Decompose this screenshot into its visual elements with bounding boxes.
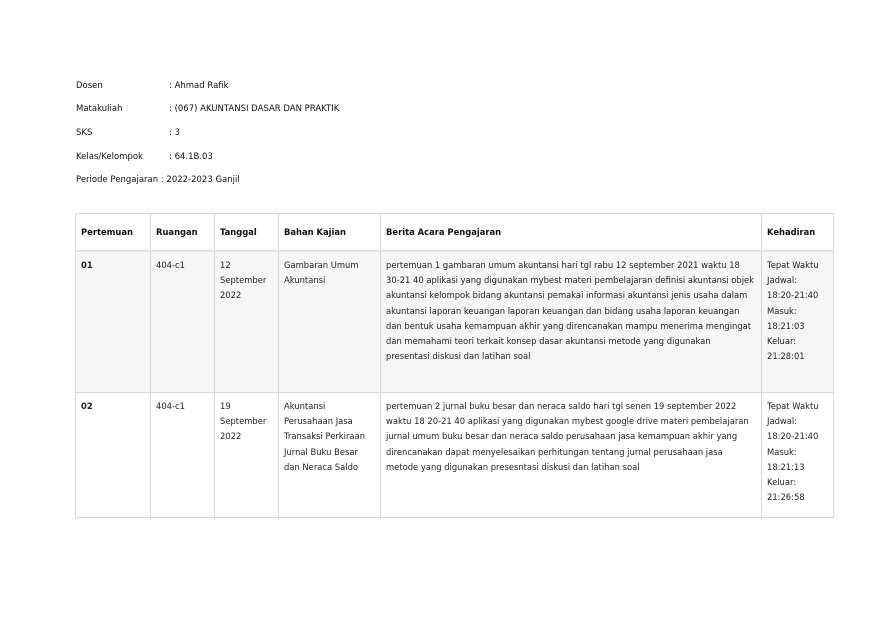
info-value: : Ahmad Rafik xyxy=(169,81,229,91)
info-value: : 3 xyxy=(169,128,180,138)
info-value: : (067) AKUNTANSI DASAR DAN PRAKTIK xyxy=(169,104,339,114)
cell-pertemuan: 02 xyxy=(76,393,151,518)
attendance-status: Tepat Waktu xyxy=(767,401,819,411)
check-in-label: Masuk: xyxy=(767,446,797,457)
check-in-label: Masuk: xyxy=(767,305,797,316)
schedule-value: 18:20-21:40 xyxy=(767,290,819,301)
info-row-periode xyxy=(76,168,339,192)
cell-kehadiran xyxy=(762,251,834,393)
check-out-value: 21:28:01 xyxy=(767,351,805,362)
header-bahan-kajian: Bahan Kajian xyxy=(279,214,381,252)
teaching-record-table xyxy=(75,213,834,518)
check-out-value: 21:26:58 xyxy=(767,492,805,503)
header-berita-acara: Berita Acara Pengajaran xyxy=(381,214,762,252)
header-kehadiran: Kehadiran xyxy=(762,214,834,252)
schedule-label: Jadwal: xyxy=(767,275,798,286)
attendance-status: Tepat Waktu xyxy=(767,260,819,270)
header-ruangan: Ruangan xyxy=(151,214,215,252)
header-tanggal: Tanggal xyxy=(215,214,279,252)
cell-bahan-kajian: Gambaran Umum Akuntansi xyxy=(279,251,381,393)
info-label: Dosen xyxy=(76,80,103,91)
table-row xyxy=(76,251,834,393)
check-in-value: 18:21:13 xyxy=(767,461,805,472)
cell-ruangan: 404-c1 xyxy=(151,393,215,518)
check-out-label: Keluar: xyxy=(767,336,797,347)
cell-pertemuan: 01 xyxy=(76,251,151,393)
info-value: : 64.1B.03 xyxy=(169,152,213,162)
cell-berita-acara: pertemuan 2 jurnal buku besar dan neraca saldo hari tgl senen 19 september 2022 waktu 18 20-21 40 aplikasi yang digunakan mybest google drive materi pembelajaran jurnal umum buku besar dan neraca saldo perusahaan jasa kemampuan akhir yang direncanakan dapat menyelesaikan perhitungan tentang jurnal perusahaan jasa metode yang digunakan presesntasi diskusi dan latihan soal xyxy=(381,393,762,518)
schedule-value: 18:20-21:40 xyxy=(767,431,819,442)
header-pertemuan: Pertemuan xyxy=(76,214,151,252)
info-label: SKS xyxy=(76,127,93,138)
info-row-kelas xyxy=(76,145,339,169)
info-label: Periode Pengajaran xyxy=(76,175,159,186)
schedule-label: Jadwal: xyxy=(767,416,798,427)
table-row xyxy=(76,393,834,518)
info-row-sks xyxy=(76,121,339,145)
info-row-matakuliah xyxy=(76,98,339,122)
check-in-value: 18:21:03 xyxy=(767,320,805,331)
table-header-row xyxy=(76,214,834,252)
info-label: Matakuliah xyxy=(76,104,123,115)
cell-bahan-kajian: Akuntansi Perusahaan Jasa Transaksi Perkiraan Jurnal Buku Besar dan Neraca Saldo xyxy=(279,393,381,518)
check-out-label: Keluar: xyxy=(767,477,797,488)
cell-berita-acara: pertemuan 1 gambaran umum akuntansi hari tgl rabu 12 september 2021 waktu 18 30-21 40 aplikasi yang digunakan mybest materi pembelajaran definisi akuntansi objek akuntansi kelompok bidang akuntansi pemakai informasi akuntansi jenis usaha dalam akuntansi laporan keuangan laporan keuangan dan bidang usaha laporan keuangan dan bentuk usaha kemampuan akhir yang direncanakan mampu menerima mengingat dan memahami teori terkait konsep dasar akuntansi metode yang digunakan presentasi diskusi dan latihan soal xyxy=(381,251,762,393)
info-label: Kelas/Kelompok xyxy=(76,151,143,162)
cell-ruangan: 404-c1 xyxy=(151,251,215,393)
course-info xyxy=(76,74,339,192)
info-value: : 2022-2023 Ganjil xyxy=(161,175,240,185)
cell-tanggal: 19 September 2022 xyxy=(215,393,279,518)
cell-kehadiran xyxy=(762,393,834,518)
info-row-dosen xyxy=(76,74,339,98)
cell-tanggal: 12 September 2022 xyxy=(215,251,279,393)
